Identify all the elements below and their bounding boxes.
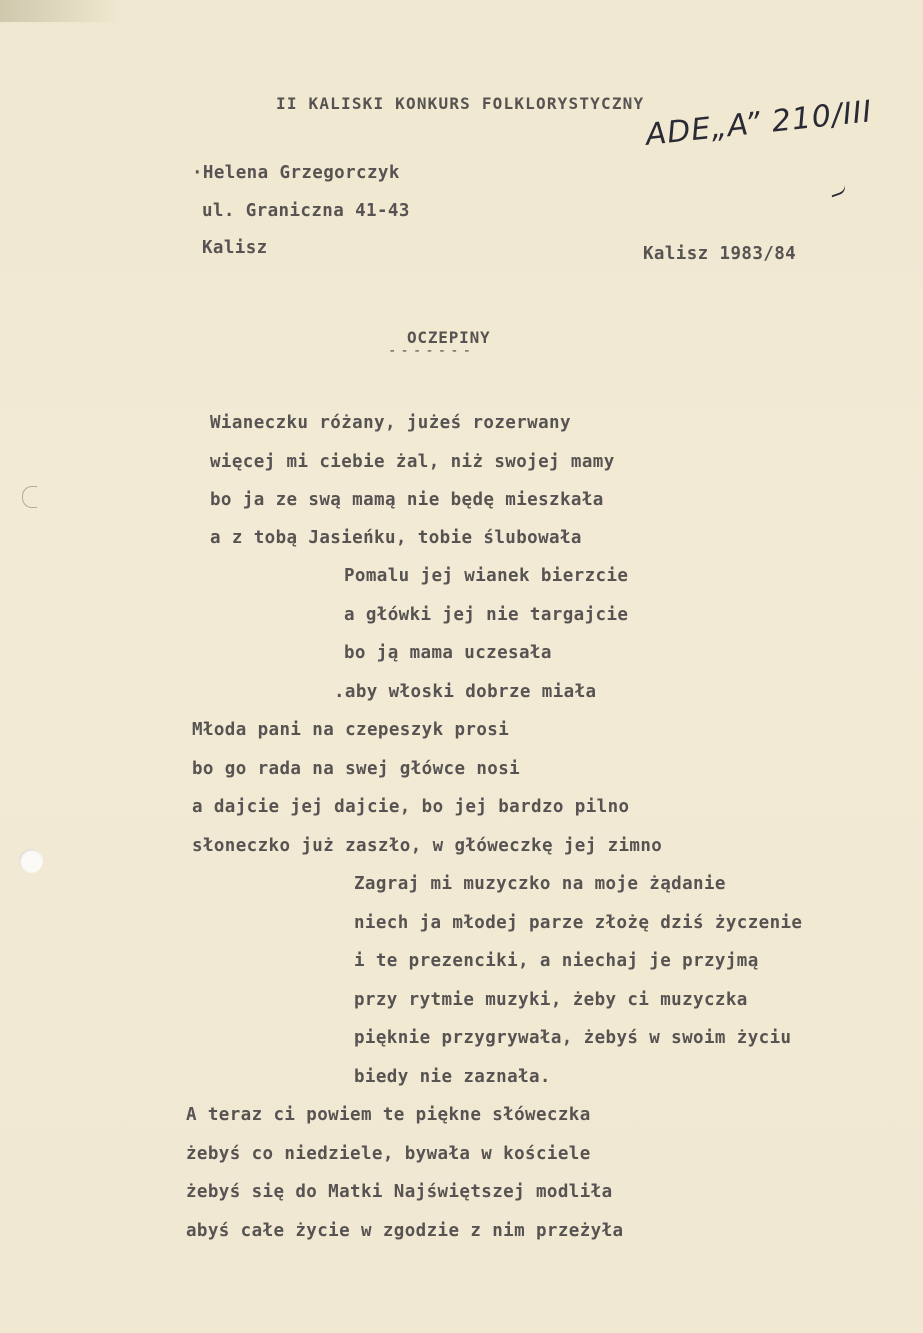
author-street: ul. Graniczna 41-43	[202, 201, 410, 221]
song-line: .aby włoski dobrze miała	[334, 682, 597, 702]
song-line: niech ja młodej parze złożę dziś życzenie	[354, 913, 803, 933]
song-line: więcej mi ciebie żal, niż swojej mamy	[210, 452, 615, 472]
place-date: Kalisz 1983/84	[643, 244, 797, 264]
song-line: abyś całe życie w zgodzie z nim przeżyła	[186, 1221, 624, 1241]
song-line: bo ją mama uczesała	[344, 643, 552, 663]
song-line: przy rytmie muzyki, żeby ci muzyczka	[354, 990, 748, 1010]
handwritten-check-mark	[829, 183, 847, 198]
song-line: a z tobą Jasieńku, tobie ślubowała	[210, 528, 582, 548]
song-title: OCZEPINY	[407, 328, 491, 347]
song-line: bo ja ze swą mamą nie będę mieszkała	[210, 490, 604, 510]
song-line: biedy nie zaznała.	[354, 1067, 551, 1087]
song-line: A teraz ci powiem te piękne słóweczka	[186, 1105, 591, 1125]
archive-handwritten-mark: ADE„A” 210/III	[644, 94, 875, 153]
author-name: ·Helena Grzegorczyk	[192, 163, 400, 183]
song-line: żebyś się do Matki Najświętszej modliła	[186, 1182, 613, 1202]
song-line: Pomalu jej wianek bierzcie	[344, 566, 629, 586]
song-line: Wianeczku różany, jużeś rozerwany	[210, 413, 571, 433]
song-line: żebyś co niedziele, bywała w kościele	[186, 1144, 591, 1164]
song-line: Zagraj mi muzyczko na moje żądanie	[354, 874, 726, 894]
song-line: a dajcie jej dajcie, bo jej bardzo pilno	[192, 797, 630, 817]
document-title: II KALISKI KONKURS FOLKLORYSTYCZNY	[276, 94, 645, 113]
author-city: Kalisz	[202, 238, 268, 258]
song-line: Młoda pani na czepeszyk prosi	[192, 720, 510, 740]
song-line: słoneczko już zaszło, w główeczkę jej zimno	[192, 836, 663, 856]
paper-shadow	[0, 0, 120, 22]
song-line: a główki jej nie targajcie	[344, 605, 629, 625]
song-line: bo go rada na swej główce nosi	[192, 759, 521, 779]
margin-pencil-mark	[22, 486, 37, 508]
song-line: i te prezenciki, a niechaj je przyjmą	[354, 951, 759, 971]
punch-hole	[19, 849, 43, 873]
song-title-underline: -------	[388, 343, 476, 359]
song-line: pięknie przygrywała, żebyś w swoim życiu	[354, 1028, 792, 1048]
